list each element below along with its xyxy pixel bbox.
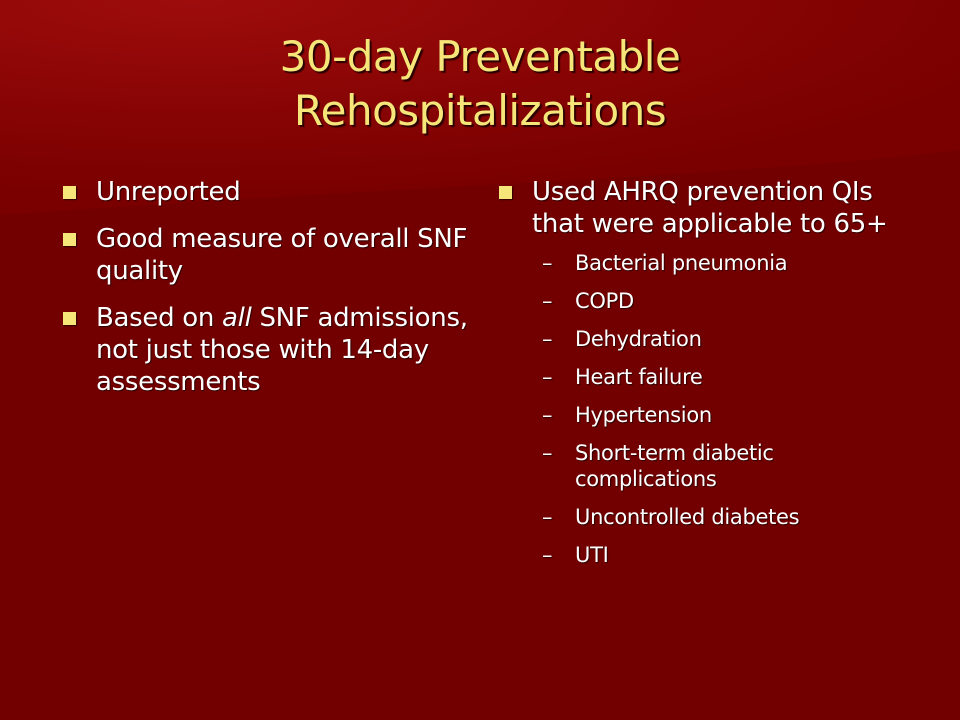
dash-icon: – [542,543,553,567]
bullet-text-suffix: SNF admissions, not just those with 14-day assessments [96,303,468,397]
bullet-text: Unreported [96,177,241,207]
sub-item-text: Dehydration [575,327,702,351]
sub-item-text: Hypertension [575,403,712,427]
sub-item [532,364,898,390]
square-bullet-icon [63,186,76,199]
square-bullet-icon [63,233,76,246]
left-column [62,176,472,413]
sub-item [532,288,898,314]
sub-item [532,326,898,352]
bullet-text-prefix: Based on [96,303,223,333]
bullet-item [62,302,472,398]
sub-item-text: Uncontrolled diabetes [575,505,800,529]
right-bullet-list [498,176,898,568]
dash-icon: – [542,505,553,529]
sub-item-text: COPD [575,289,634,313]
bullet-item [62,223,472,287]
title-line-2: Rehospitalizations [293,86,667,135]
bullet-emphasis: all [222,303,252,333]
sub-item [532,542,898,568]
dash-icon: – [542,327,553,351]
sub-item-text: UTI [575,543,609,567]
square-bullet-icon [63,312,76,325]
dash-icon: – [542,251,553,275]
dash-icon: – [542,403,553,427]
bullet-item [498,176,898,568]
sub-item [532,402,898,428]
dash-icon: – [542,289,553,313]
dash-icon: – [542,441,553,465]
dash-icon: – [542,365,553,389]
sub-item [532,504,898,530]
right-column [498,176,898,583]
sub-item [532,250,898,276]
title-line-1: 30-day Preventable [279,32,681,81]
left-bullet-list [62,176,472,398]
sub-bullet-list [532,250,898,568]
bullet-item [62,176,472,208]
sub-item-text: Heart failure [575,365,703,389]
slide-title [0,30,960,138]
sub-item-text: Bacterial pneumonia [575,251,788,275]
bullet-text: Good measure of overall SNF quality [96,224,468,286]
sub-item-text: Short-term diabetic complications [575,441,774,491]
square-bullet-icon [499,186,512,199]
sub-item [532,440,898,492]
bullet-text: Used AHRQ prevention QIs that were applicable to 65+ [532,177,888,239]
